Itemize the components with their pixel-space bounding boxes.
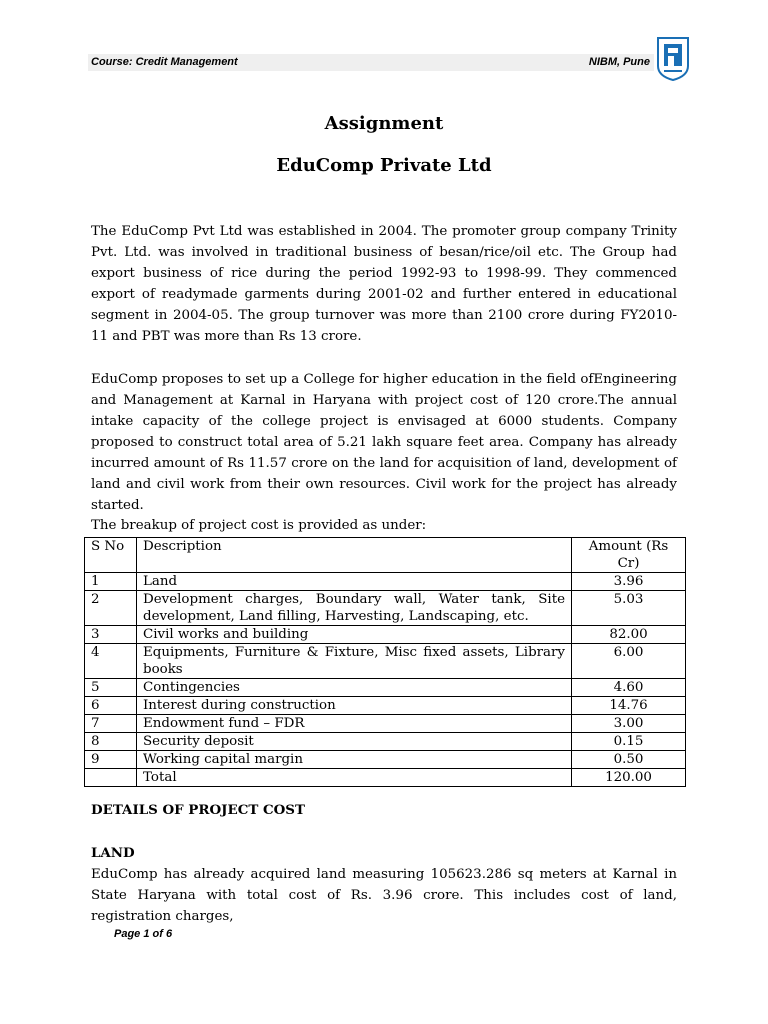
row-sno: 9 bbox=[85, 751, 137, 769]
table-total-row bbox=[85, 769, 686, 787]
table-row bbox=[85, 626, 686, 644]
row-sno: 8 bbox=[85, 733, 137, 751]
row-sno: 5 bbox=[85, 679, 137, 697]
row-amount: 5.03 bbox=[572, 591, 686, 626]
total-amount: 120.00 bbox=[572, 769, 686, 787]
page-number: Page 1 of 6 bbox=[114, 928, 173, 940]
table-row bbox=[85, 573, 686, 591]
row-sno: 1 bbox=[85, 573, 137, 591]
row-sno: 7 bbox=[85, 715, 137, 733]
row-description: Security deposit bbox=[137, 733, 572, 751]
table-row bbox=[85, 679, 686, 697]
company-title: EduComp Private Ltd bbox=[276, 155, 492, 176]
land-paragraph: EduComp has already acquired land measuring 105623.286 sq meters at Karnal in State Haryana with total cost of Rs. 3.96 crore. This includes cost of land, registration charges, bbox=[91, 867, 677, 924]
section-heading: DETAILS OF PROJECT COST bbox=[91, 802, 305, 818]
row-sno: 2 bbox=[85, 591, 137, 626]
row-amount: 0.50 bbox=[572, 751, 686, 769]
row-sno: 6 bbox=[85, 697, 137, 715]
column-header-description: Description bbox=[137, 538, 572, 573]
row-amount: 0.15 bbox=[572, 733, 686, 751]
row-description: Land bbox=[137, 573, 572, 591]
nibm-logo-icon bbox=[655, 36, 691, 82]
institute-label: NIBM, Pune bbox=[588, 56, 650, 68]
course-label: Course: Credit Management bbox=[91, 56, 238, 68]
row-description: Interest during construction bbox=[137, 697, 572, 715]
table-row bbox=[85, 697, 686, 715]
total-sno-cell bbox=[85, 769, 137, 787]
row-sno: 3 bbox=[85, 626, 137, 644]
row-amount: 3.96 bbox=[572, 573, 686, 591]
row-description: Contingencies bbox=[137, 679, 572, 697]
page-title: Assignment bbox=[324, 113, 444, 134]
row-amount: 4.60 bbox=[572, 679, 686, 697]
table-row bbox=[85, 644, 686, 679]
project-cost-table bbox=[84, 537, 686, 787]
row-sno: 4 bbox=[85, 644, 137, 679]
table-header-row bbox=[85, 538, 686, 573]
row-description: Development charges, Boundary wall, Water tank, Site development, Land filling, Harvesting, Landscaping, etc. bbox=[137, 591, 572, 626]
row-amount: 82.00 bbox=[572, 626, 686, 644]
table-row bbox=[85, 751, 686, 769]
row-description: Equipments, Furniture & Fixture, Misc fixed assets, Library books bbox=[137, 644, 572, 679]
land-heading: LAND bbox=[91, 845, 135, 861]
row-amount: 6.00 bbox=[572, 644, 686, 679]
row-description: Endowment fund – FDR bbox=[137, 715, 572, 733]
column-header-sno: S No bbox=[85, 538, 137, 573]
proposal-paragraph: EduComp proposes to set up a College for higher education in the field ofEngineering and Management at Karnal in Haryana with project cost of 120 crore.The annual intake capacity of the college project is envisaged at 6000 students. Company proposed to construct total area of 5.21 lakh square feet area. Company has already incurred amount of Rs 11.57 crore on the land for acquisition of land, development of land and civil work from their own resources. Civil work for the project has already started. bbox=[91, 372, 677, 513]
intro-paragraph: The EduComp Pvt Ltd was established in 2004. The promoter group company Trinity Pvt. Ltd. was involved in traditional business of besan/rice/oil etc. The Group had export business of rice during the period 1992-93 to 1998-99. They commenced export of readymade garments during 2001-02 and further entered in educational segment in 2004-05. The group turnover was more than 2100 crore during FY2010-11 and PBT was more than Rs 13 crore. bbox=[91, 224, 677, 344]
column-header-amount: Amount (Rs Cr) bbox=[572, 538, 686, 573]
table-row bbox=[85, 591, 686, 626]
row-amount: 14.76 bbox=[572, 697, 686, 715]
table-row bbox=[85, 733, 686, 751]
table-row bbox=[85, 715, 686, 733]
row-description: Civil works and building bbox=[137, 626, 572, 644]
total-label: Total bbox=[137, 769, 572, 787]
row-description: Working capital margin bbox=[137, 751, 572, 769]
row-amount: 3.00 bbox=[572, 715, 686, 733]
table-caption: The breakup of project cost is provided as under: bbox=[91, 518, 427, 533]
